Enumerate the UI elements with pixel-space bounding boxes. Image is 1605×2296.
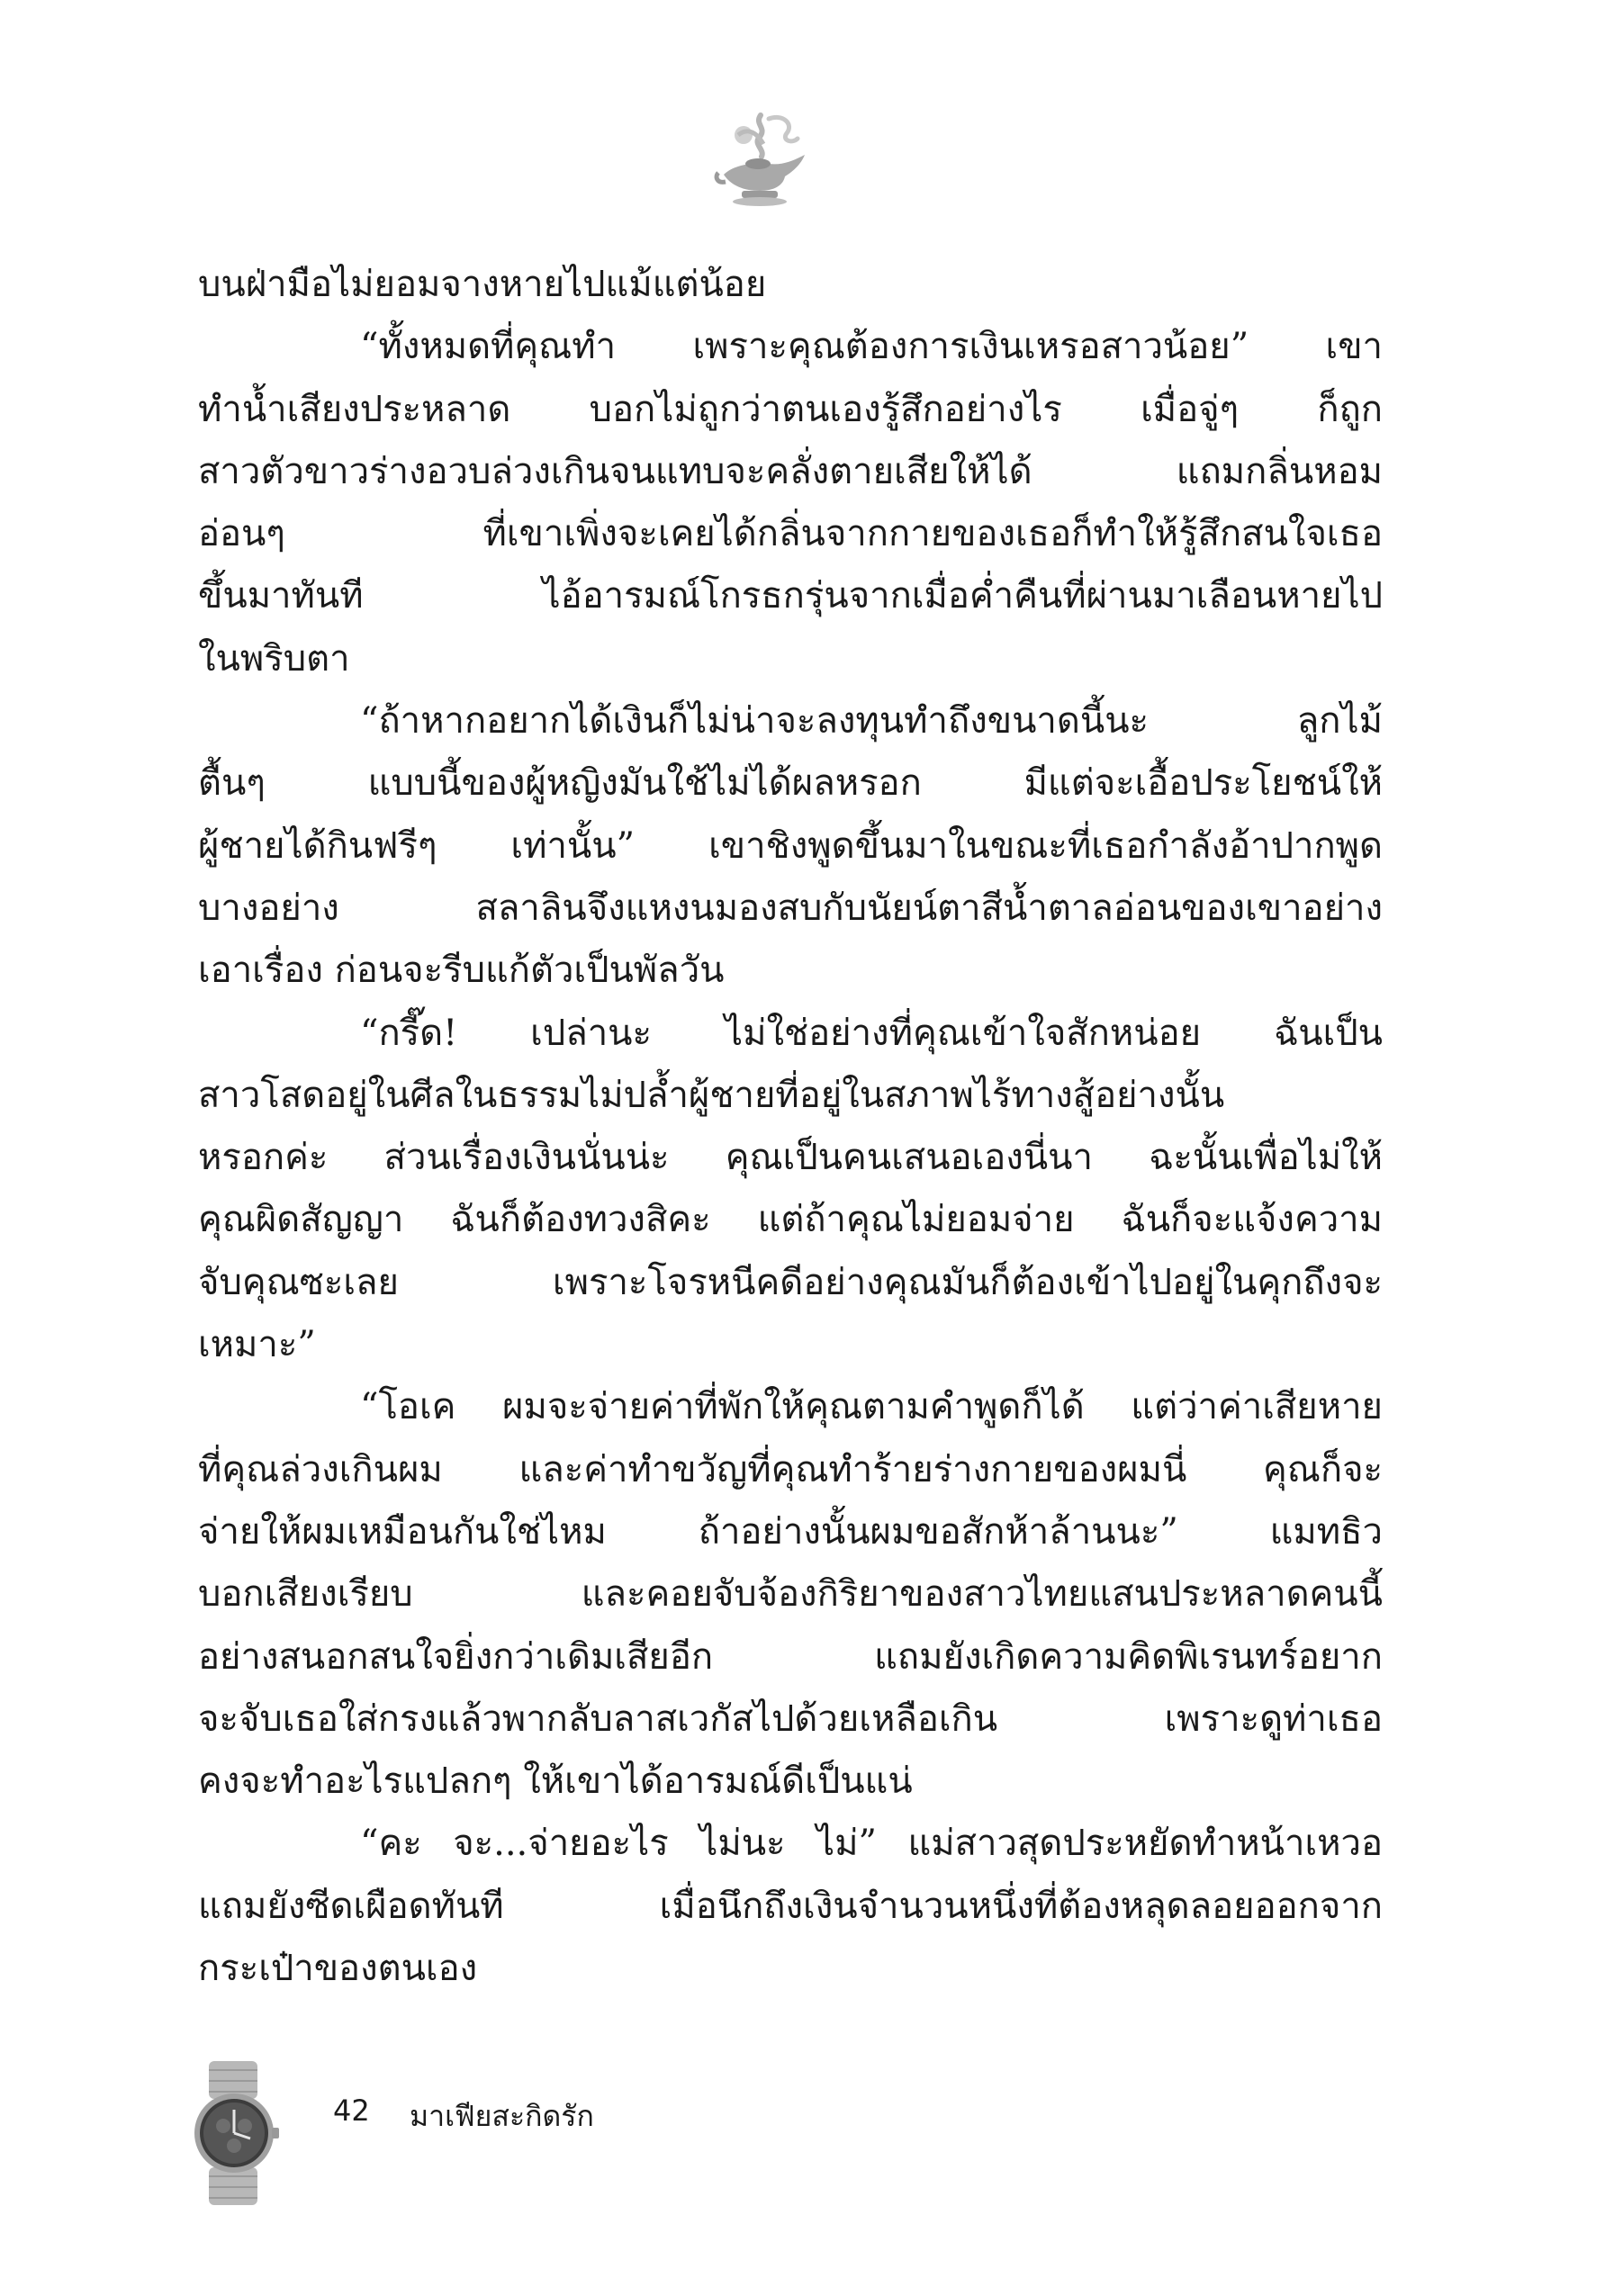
text-line: กระเป๋าของตนเอง — [198, 1948, 478, 1990]
text-line: ผู้ชายได้กินฟรีๆ เท่านั้น” เขาชิงพูดขึ้นมาในขณะที่เธอกำลังอ้าปากพูด — [198, 824, 1383, 867]
text-line: หรอกค่ะ ส่วนเรื่องเงินนั่นน่ะ คุณเป็นคนเสนอเองนี่นา ฉะนั้นเพื่อไม่ให้ — [198, 1137, 1383, 1179]
text-line: จ่ายให้ผมเหมือนกันใช่ไหม ถ้าอย่างนั้นผมขอสักห้าล้านนะ” แมทธิว — [198, 1510, 1383, 1553]
page-footer — [189, 2061, 729, 2205]
text-line: “กรี๊ด! เปล่านะ ไม่ใช่อย่างที่คุณเข้าใจสักหน่อย ฉันเป็น — [360, 1012, 1383, 1054]
text-line: คุณผิดสัญญา ฉันก็ต้องทวงสิคะ แต่ถ้าคุณไม่ยอมจ่าย ฉันก็จะแจ้งความ — [198, 1199, 1383, 1241]
text-line: เหมาะ” — [198, 1324, 316, 1366]
text-line: แถมยังซีดเผือดทันที เมื่อนึกถึงเงินจำนวนหนึ่งที่ต้องหลุดลอยออกจาก — [198, 1885, 1383, 1927]
body-text — [198, 254, 1383, 2000]
text-line: จับคุณซะเลย เพราะโจรหนีคดีอย่างคุณมันก็ต้องเข้าไปอยู่ในคุกถึงจะ — [198, 1261, 1383, 1303]
page-number: 42 — [333, 2093, 370, 2128]
text-line: ขึ้นมาทันที ไอ้อารมณ์โกรธกรุ่นจากเมื่อค่ำคืนที่ผ่านมาเลือนหายไป — [198, 575, 1383, 617]
text-line: จะจับเธอใส่กรงแล้วพากลับลาสเวกัสไปด้วยเหลือเกิน เพราะดูท่าเธอ — [198, 1697, 1383, 1740]
text-line: ในพริบตา — [198, 637, 350, 680]
text-line: คงจะทำอะไรแปลกๆ ให้เขาได้อารมณ์ดีเป็นแน่ — [198, 1760, 913, 1803]
text-line: สาวตัวขาวร่างอวบล่วงเกินจนแทบจะคลั่งตายเสียให้ได้ แถมกลิ่นหอม — [198, 450, 1383, 492]
text-line: “คะ จะ...จ่ายอะไร ไม่นะ ไม่” แม่สาวสุดประหยัดทำหน้าเหวอ — [360, 1823, 1383, 1865]
text-line: ตื้นๆ แบบนี้ของผู้หญิงมันใช้ไม่ได้ผลหรอก มีแต่จะเอื้อประโยชน์ให้ — [198, 762, 1383, 805]
text-line: อ่อนๆ ที่เขาเพิ่งจะเคยได้กลิ่นจากกายของเธอก็ทำให้รู้สึกสนใจเธอ — [198, 513, 1383, 555]
text-line: บอกเสียงเรียบ และคอยจับจ้องกิริยาของสาวไทยแสนประหลาดคนนี้ — [198, 1573, 1383, 1616]
text-line: บนฝ่ามือไม่ยอมจางหายไปแม้แต่น้อย — [198, 264, 767, 305]
text-line: “ถ้าหากอยากได้เงินก็ไม่น่าจะลงทุนทำถึงขนาดนี้นะ ลูกไม้ — [360, 700, 1383, 743]
text-line: อย่างสนอกสนใจยิ่งกว่าเดิมเสียอีก แถมยังเกิดความคิดพิเรนทร์อยาก — [198, 1635, 1383, 1678]
genie-lamp-icon — [711, 108, 815, 207]
text-line: “ทั้งหมดที่คุณทำ เพราะคุณต้องการเงินเหรอสาวน้อย” เขา — [360, 326, 1383, 368]
text-line: ที่คุณล่วงเกินผม และค่าทำขวัญที่คุณทำร้ายร่างกายของผมนี่ คุณก็จะ — [198, 1448, 1383, 1490]
text-line: สาวโสดอยู่ในศีลในธรรมไม่ปล้ำผู้ชายที่อยู่ในสภาพไร้ทางสู้อย่างนั้น — [198, 1074, 1225, 1116]
text-line: “โอเค ผมจะจ่ายค่าที่พักให้คุณตามคำพูดก็ได้ แต่ว่าค่าเสียหาย — [360, 1386, 1383, 1428]
text-line: เอาเรื่อง ก่อนจะรีบแก้ตัวเป็นพัลวัน — [198, 950, 725, 992]
text-line: ทำน้ำเสียงประหลาด บอกไม่ถูกว่าตนเองรู้สึกอย่างไร เมื่อจู่ๆ ก็ถูก — [198, 388, 1383, 430]
book-title: มาเฟียสะกิดรัก — [410, 2099, 594, 2133]
wristwatch-icon — [189, 2061, 288, 2205]
text-line: บางอย่าง สลาลินจึงแหงนมองสบกับนัยน์ตาสีน้ำตาลอ่อนของเขาอย่าง — [198, 887, 1383, 929]
